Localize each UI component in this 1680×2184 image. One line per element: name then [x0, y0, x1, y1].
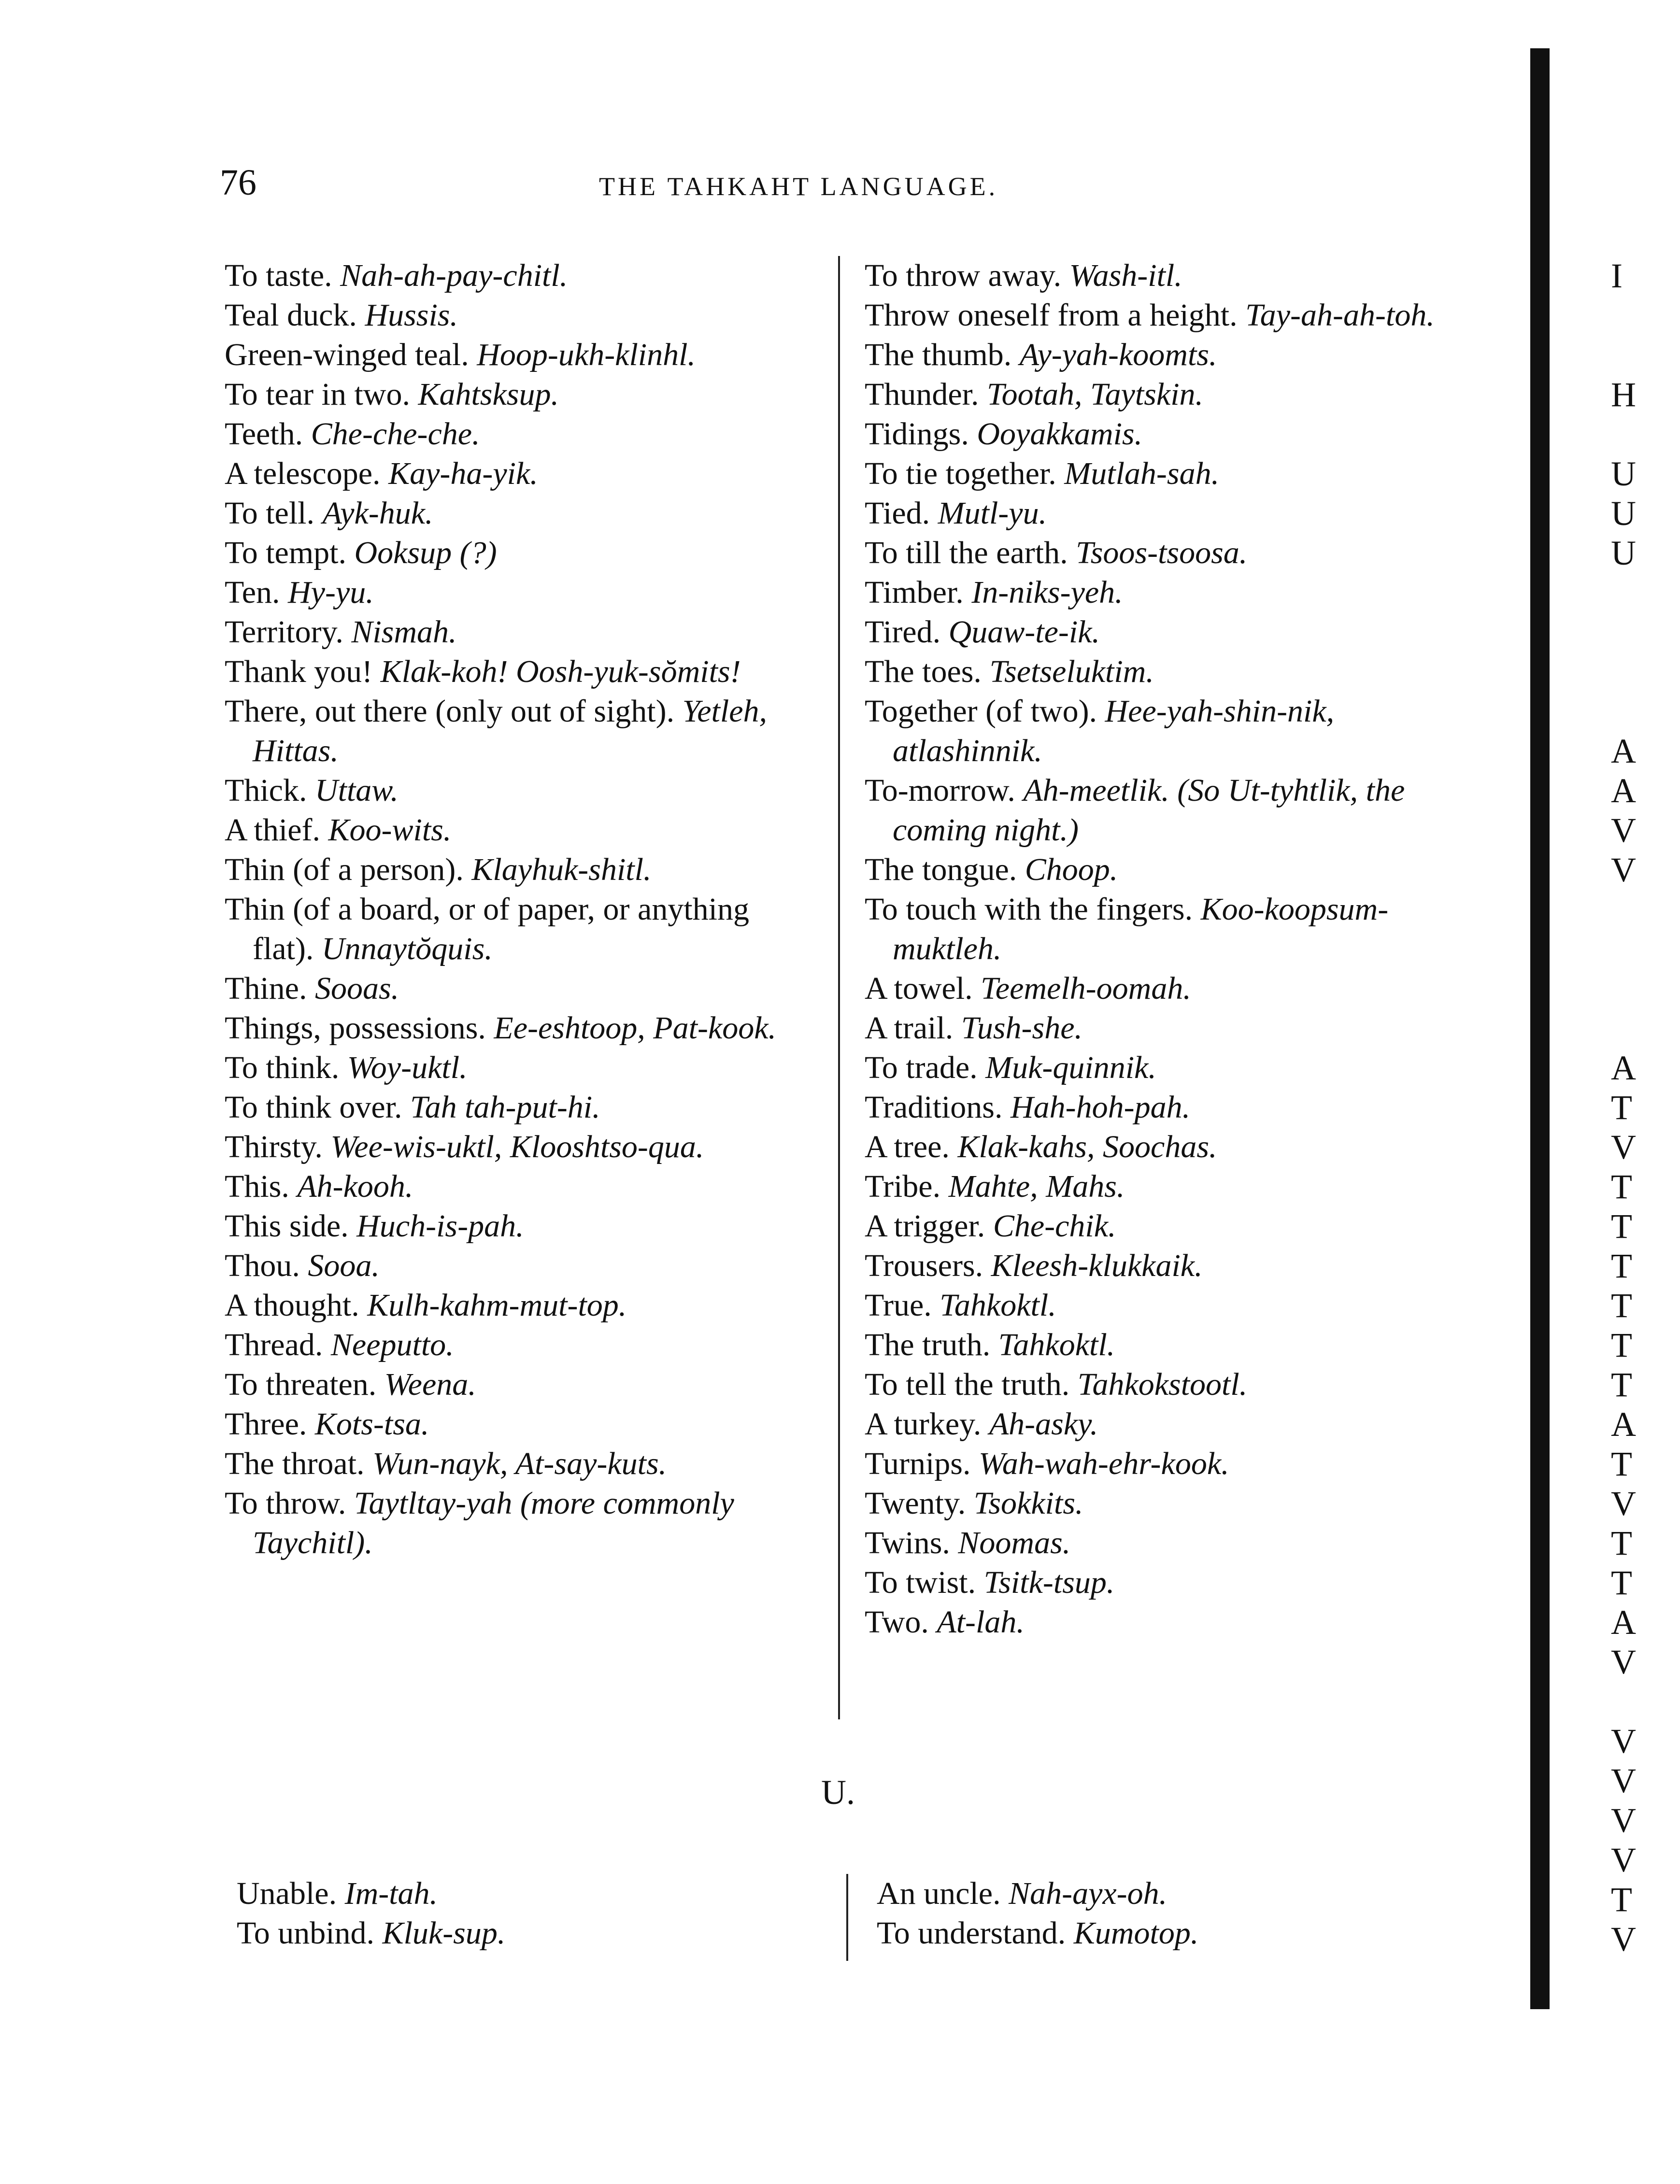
- tahkaht-translation: Tah tah-put-hi.: [410, 1090, 600, 1125]
- tahkaht-translation: Ah-kooh.: [297, 1169, 413, 1204]
- tahkaht-translation: Nismah.: [351, 614, 457, 650]
- english-headword: Teeth.: [225, 416, 303, 452]
- tahkaht-translation: Hussis.: [365, 298, 458, 333]
- margin-letter: V: [1611, 1841, 1636, 1879]
- tahkaht-translation: Tahkoktl.: [940, 1288, 1056, 1323]
- margin-letter: [1611, 652, 1669, 692]
- margin-letter: [1611, 335, 1669, 375]
- margin-letter: T: [1611, 1445, 1632, 1483]
- english-headword: Thirsty.: [225, 1129, 323, 1164]
- margin-letter: T: [1611, 1880, 1632, 1919]
- margin-letter: V: [1611, 1128, 1636, 1166]
- margin-letter: V: [1611, 1722, 1636, 1760]
- english-headword: A turkey.: [865, 1406, 982, 1442]
- english-headword: To tempt.: [225, 535, 347, 570]
- dictionary-entry: [225, 573, 816, 612]
- tahkaht-translation: Koo-wits.: [328, 812, 452, 848]
- tahkaht-translation: Huch-is-pah.: [356, 1208, 524, 1244]
- dictionary-entry: [865, 1563, 1452, 1603]
- tahkaht-translation: Hee-yah-shin-nik, atlashinnik.: [893, 694, 1335, 768]
- english-headword: To think.: [225, 1050, 340, 1085]
- margin-letter: V: [1611, 1643, 1636, 1681]
- tahkaht-translation: Nah-ayx-oh.: [1009, 1876, 1167, 1911]
- tahkaht-translation: Tay-ah-ah-toh.: [1245, 298, 1435, 333]
- english-headword: Things, possessions.: [225, 1010, 486, 1046]
- dictionary-entry: [865, 1167, 1452, 1206]
- tahkaht-translation: Unnaytŏquis.: [321, 931, 493, 966]
- english-headword: To trade.: [865, 1050, 978, 1085]
- margin-letter: [1611, 612, 1669, 652]
- english-headword: A towel.: [865, 971, 973, 1006]
- tahkaht-translation: Kulh-kahm-mut-top.: [367, 1288, 627, 1323]
- english-headword: The tongue.: [865, 852, 1017, 887]
- dictionary-entry: [865, 969, 1452, 1008]
- tahkaht-translation: In-niks-yeh.: [971, 575, 1123, 610]
- english-headword: Together (of two).: [865, 694, 1097, 729]
- dictionary-entry: [865, 1206, 1452, 1246]
- dictionary-entry: [225, 969, 816, 1008]
- dictionary-entry: [225, 1404, 816, 1444]
- margin-letter: V: [1611, 1484, 1636, 1523]
- tahkaht-translation: Che-chik.: [993, 1208, 1116, 1244]
- margin-letter: T: [1611, 1167, 1632, 1206]
- tahkaht-translation: Neeputto.: [330, 1327, 454, 1362]
- dictionary-entry: [225, 850, 816, 890]
- english-headword: Unable.: [237, 1876, 337, 1911]
- dictionary-entry: [225, 890, 816, 969]
- u-right-column: [877, 1874, 1456, 1953]
- dictionary-entry: [865, 850, 1452, 890]
- adjacent-page-letters: [1611, 256, 1669, 1959]
- english-headword: A tree.: [865, 1129, 950, 1164]
- dictionary-entry: [865, 890, 1452, 969]
- tahkaht-translation: Hy-yu.: [288, 575, 374, 610]
- section-letter: U.: [821, 1773, 855, 1812]
- dictionary-entry: [865, 414, 1452, 454]
- english-headword: To tear in two.: [225, 377, 410, 412]
- english-headword: Thou.: [225, 1248, 300, 1283]
- dictionary-entry: [865, 1365, 1452, 1404]
- tahkaht-translation: Hah-hoh-pah.: [1010, 1090, 1191, 1125]
- dictionary-entry: [877, 1914, 1456, 1953]
- tahkaht-translation: Koo-koopsum-muktleh.: [893, 892, 1389, 966]
- dictionary-entry: [865, 335, 1452, 375]
- tahkaht-translation: Mahte, Mahs.: [948, 1169, 1125, 1204]
- english-headword: True.: [865, 1288, 932, 1323]
- tahkaht-translation: Tahkoktl.: [998, 1327, 1115, 1362]
- tahkaht-translation: Ayk-huk.: [322, 496, 433, 531]
- margin-letter: T: [1611, 1326, 1632, 1364]
- dictionary-entry: [225, 375, 816, 414]
- column-rule-u: [846, 1874, 848, 1961]
- english-headword: Teal duck.: [225, 298, 357, 333]
- dictionary-entry: [865, 1404, 1452, 1444]
- dictionary-entry: [225, 256, 816, 296]
- english-headword: The thumb.: [865, 337, 1012, 372]
- page-number: 76: [220, 162, 256, 203]
- dictionary-entry: [225, 1286, 816, 1325]
- english-headword: To tell.: [225, 496, 315, 531]
- dictionary-entry: [865, 1127, 1452, 1167]
- english-headword: To throw.: [225, 1486, 346, 1521]
- tahkaht-translation: Ooksup (?): [354, 535, 497, 570]
- margin-letter: [1611, 890, 1669, 929]
- tahkaht-translation: Klak-koh! Oosh-yuk-sŏmits!: [380, 654, 741, 689]
- margin-letter: T: [1611, 1247, 1632, 1285]
- tahkaht-translation: Nah-ah-pay-chitl.: [340, 258, 568, 293]
- tahkaht-translation: Uttaw.: [314, 773, 399, 808]
- tahkaht-translation: Kleesh-klukkaik.: [991, 1248, 1203, 1283]
- english-headword: Thunder.: [865, 377, 979, 412]
- tahkaht-translation: Tush-she.: [961, 1010, 1083, 1046]
- tahkaht-translation: Ay-yah-koomts.: [1019, 337, 1217, 372]
- dictionary-entry: [225, 1048, 816, 1088]
- dictionary-entry: [225, 454, 816, 494]
- margin-letter: [1611, 929, 1669, 969]
- dictionary-entry: [225, 810, 816, 850]
- tahkaht-translation: Kots-tsa.: [314, 1406, 429, 1442]
- tahkaht-translation: Che-che-che.: [311, 416, 480, 452]
- english-headword: A telescope.: [225, 456, 381, 491]
- dictionary-entry: [225, 1206, 816, 1246]
- tahkaht-translation: Kluk-sup.: [382, 1915, 506, 1951]
- tahkaht-translation: Ooyakkamis.: [977, 416, 1143, 452]
- margin-letter: [1611, 296, 1669, 335]
- english-headword: To taste.: [225, 258, 332, 293]
- margin-letter: V: [1611, 1801, 1636, 1840]
- english-headword: A thought.: [225, 1288, 359, 1323]
- tahkaht-translation: Woy-uktl.: [347, 1050, 468, 1085]
- tahkaht-translation: Mutlah-sah.: [1064, 456, 1220, 491]
- margin-letter: U: [1611, 534, 1636, 572]
- tahkaht-translation: Weena.: [384, 1367, 476, 1402]
- tahkaht-translation: Ah-meetlik. (So Ut-tyhtlik, the coming night.): [893, 773, 1405, 848]
- dictionary-entry: [877, 1874, 1456, 1914]
- margin-letter: A: [1611, 1405, 1636, 1444]
- dictionary-entry: [865, 1603, 1452, 1642]
- margin-letter: [1611, 1682, 1669, 1721]
- english-headword: To tell the truth.: [865, 1367, 1070, 1402]
- dictionary-entry: [225, 771, 816, 810]
- dictionary-entry: [865, 1246, 1452, 1286]
- margin-letter: A: [1611, 771, 1636, 810]
- english-headword: Thine.: [225, 971, 307, 1006]
- dictionary-entry: [865, 1523, 1452, 1563]
- english-headword: Traditions.: [865, 1090, 1003, 1125]
- tahkaht-translation: Taytltay-yah (more commonly Taychitl).: [253, 1486, 734, 1560]
- tahkaht-translation: Wash-itl.: [1069, 258, 1182, 293]
- tahkaht-translation: Teemelh-oomah.: [981, 971, 1191, 1006]
- dictionary-entry: [865, 612, 1452, 652]
- margin-letter: U: [1611, 494, 1636, 533]
- english-headword: Two.: [865, 1604, 929, 1640]
- margin-letter: A: [1611, 1603, 1636, 1642]
- tahkaht-translation: Yetleh, Hittas.: [253, 694, 768, 768]
- margin-letter: H: [1611, 375, 1636, 414]
- english-headword: A trail.: [865, 1010, 954, 1046]
- tahkaht-translation: Sooa.: [308, 1248, 380, 1283]
- english-headword: Trousers.: [865, 1248, 983, 1283]
- margin-letter: V: [1611, 1761, 1636, 1800]
- english-headword: Tribe.: [865, 1169, 941, 1204]
- tahkaht-translation: Tsoos-tsoosa.: [1076, 535, 1248, 570]
- english-headword: To-morrow.: [865, 773, 1015, 808]
- english-headword: Territory.: [225, 614, 343, 650]
- tahkaht-translation: Quaw-te-ik.: [948, 614, 1100, 650]
- dictionary-entry: [865, 375, 1452, 414]
- english-headword: Timber.: [865, 575, 964, 610]
- margin-letter: T: [1611, 1563, 1632, 1602]
- dictionary-entry: [225, 652, 816, 692]
- dictionary-entry: [225, 1484, 816, 1563]
- tahkaht-translation: Ah-asky.: [989, 1406, 1098, 1442]
- english-headword: A trigger.: [865, 1208, 985, 1244]
- english-headword: Green-winged teal.: [225, 337, 469, 372]
- english-headword: This.: [225, 1169, 289, 1204]
- tahkaht-translation: Im-tah.: [344, 1876, 438, 1911]
- tahkaht-translation: At-lah.: [937, 1604, 1025, 1640]
- tahkaht-translation: Wee-wis-uktl, Klooshtso-qua.: [330, 1129, 704, 1164]
- column-rule: [838, 256, 840, 1719]
- english-headword: The throat.: [225, 1446, 365, 1481]
- margin-letter: U: [1611, 454, 1636, 493]
- tahkaht-translation: Tsetseluktim.: [989, 654, 1154, 689]
- dictionary-entry: [237, 1874, 816, 1914]
- dictionary-entry: [865, 652, 1452, 692]
- english-headword: Twenty.: [865, 1486, 966, 1521]
- running-head: THE TAHKAHT LANGUAGE.: [599, 172, 998, 201]
- dictionary-entry: [865, 454, 1452, 494]
- margin-letter: A: [1611, 732, 1636, 770]
- english-headword: A thief.: [225, 812, 320, 848]
- english-headword: Tired.: [865, 614, 941, 650]
- margin-letter: I: [1611, 256, 1623, 295]
- dictionary-entry: [865, 692, 1452, 771]
- tahkaht-translation: Ee-eshtoop, Pat-kook.: [494, 1010, 777, 1046]
- dictionary-entry: [225, 296, 816, 335]
- page-edge-bar: [1530, 48, 1550, 2009]
- tahkaht-translation: Wun-nayk, At-say-kuts.: [372, 1446, 667, 1481]
- english-headword: Throw oneself from a height.: [865, 298, 1238, 333]
- english-headword: To till the earth.: [865, 535, 1068, 570]
- dictionary-entry: [865, 494, 1452, 533]
- dictionary-entry: [865, 771, 1452, 850]
- dictionary-entry: [225, 1127, 816, 1167]
- margin-letter: A: [1611, 1049, 1636, 1087]
- margin-letter: V: [1611, 1920, 1636, 1958]
- dictionary-entry: [225, 533, 816, 573]
- english-headword: To threaten.: [225, 1367, 377, 1402]
- dictionary-entry: [225, 612, 816, 652]
- margin-letter: [1611, 1008, 1669, 1048]
- dictionary-entry: [237, 1914, 816, 1953]
- english-headword: Thick.: [225, 773, 307, 808]
- dictionary-entry: [225, 1088, 816, 1127]
- tahkaht-translation: Muk-quinnik.: [985, 1050, 1156, 1085]
- english-headword: Thread.: [225, 1327, 323, 1362]
- left-column: [225, 256, 816, 1563]
- english-headword: To tie together.: [865, 456, 1056, 491]
- tahkaht-translation: Wah-wah-ehr-kook.: [979, 1446, 1229, 1481]
- dictionary-entry: [225, 494, 816, 533]
- right-column: [865, 256, 1452, 1642]
- dictionary-entry: [865, 573, 1452, 612]
- dictionary-entry: [225, 1325, 816, 1365]
- english-headword: To twist.: [865, 1565, 976, 1600]
- dictionary-entry: [225, 1365, 816, 1404]
- margin-letter: [1611, 414, 1669, 454]
- u-left-column: [237, 1874, 816, 1953]
- margin-letter: T: [1611, 1207, 1632, 1246]
- english-headword: Twins.: [865, 1525, 950, 1560]
- dictionary-entry: [225, 335, 816, 375]
- english-headword: Tied.: [865, 496, 930, 531]
- dictionary-entry: [225, 692, 816, 771]
- english-headword: The toes.: [865, 654, 982, 689]
- english-headword: To understand.: [877, 1915, 1066, 1951]
- english-headword: An uncle.: [877, 1876, 1001, 1911]
- tahkaht-translation: Kumotop.: [1073, 1915, 1199, 1951]
- tahkaht-translation: Mutl-yu.: [938, 496, 1047, 531]
- tahkaht-translation: Tootah, Taytskin.: [986, 377, 1204, 412]
- english-headword: To throw away.: [865, 258, 1062, 293]
- tahkaht-translation: Hoop-ukh-klinhl.: [477, 337, 696, 372]
- dictionary-entry: [865, 533, 1452, 573]
- dictionary-entry: [865, 256, 1452, 296]
- tahkaht-translation: Tsitk-tsup.: [983, 1565, 1115, 1600]
- tahkaht-translation: Kahtsksup.: [418, 377, 559, 412]
- tahkaht-translation: Sooas.: [314, 971, 399, 1006]
- margin-letter: V: [1611, 851, 1636, 889]
- dictionary-entry: [865, 1048, 1452, 1088]
- dictionary-entry: [865, 1088, 1452, 1127]
- english-headword: This side.: [225, 1208, 349, 1244]
- dictionary-entry: [865, 1008, 1452, 1048]
- dictionary-entry: [865, 1325, 1452, 1365]
- tahkaht-translation: Kay-ha-yik.: [388, 456, 538, 491]
- english-headword: Thin (of a person).: [225, 852, 464, 887]
- margin-letter: [1611, 692, 1669, 731]
- margin-letter: T: [1611, 1524, 1632, 1562]
- english-headword: To touch with the fingers.: [865, 892, 1193, 927]
- english-headword: Three.: [225, 1406, 307, 1442]
- dictionary-entry: [225, 414, 816, 454]
- margin-letter: [1611, 573, 1669, 612]
- english-headword: There, out there (only out of sight).: [225, 694, 675, 729]
- margin-letter: T: [1611, 1365, 1632, 1404]
- tahkaht-translation: Tahkokstootl.: [1077, 1367, 1248, 1402]
- tahkaht-translation: Klayhuk-shitl.: [471, 852, 652, 887]
- english-headword: Thank you!: [225, 654, 373, 689]
- margin-letter: T: [1611, 1088, 1632, 1127]
- tahkaht-translation: Noomas.: [958, 1525, 1071, 1560]
- dictionary-entry: [865, 1484, 1452, 1523]
- tahkaht-translation: Tsokkits.: [973, 1486, 1083, 1521]
- margin-letter: T: [1611, 1286, 1632, 1325]
- english-headword: Ten.: [225, 575, 280, 610]
- tahkaht-translation: Klak-kahs, Soochas.: [957, 1129, 1217, 1164]
- english-headword: Turnips.: [865, 1446, 971, 1481]
- tahkaht-translation: Choop.: [1025, 852, 1118, 887]
- dictionary-entry: [225, 1246, 816, 1286]
- english-headword: The truth.: [865, 1327, 991, 1362]
- margin-letter: V: [1611, 811, 1636, 850]
- english-headword: To think over.: [225, 1090, 402, 1125]
- english-headword: Tidings.: [865, 416, 969, 452]
- dictionary-entry: [865, 1286, 1452, 1325]
- dictionary-entry: [225, 1167, 816, 1206]
- dictionary-entry: [865, 296, 1452, 335]
- english-headword: To unbind.: [237, 1915, 375, 1951]
- margin-letter: [1611, 969, 1669, 1008]
- dictionary-entry: [225, 1444, 816, 1484]
- dictionary-entry: [865, 1444, 1452, 1484]
- english-headword: Thin (of a board, or of paper, or anything flat).: [225, 892, 750, 966]
- dictionary-entry: [225, 1008, 816, 1048]
